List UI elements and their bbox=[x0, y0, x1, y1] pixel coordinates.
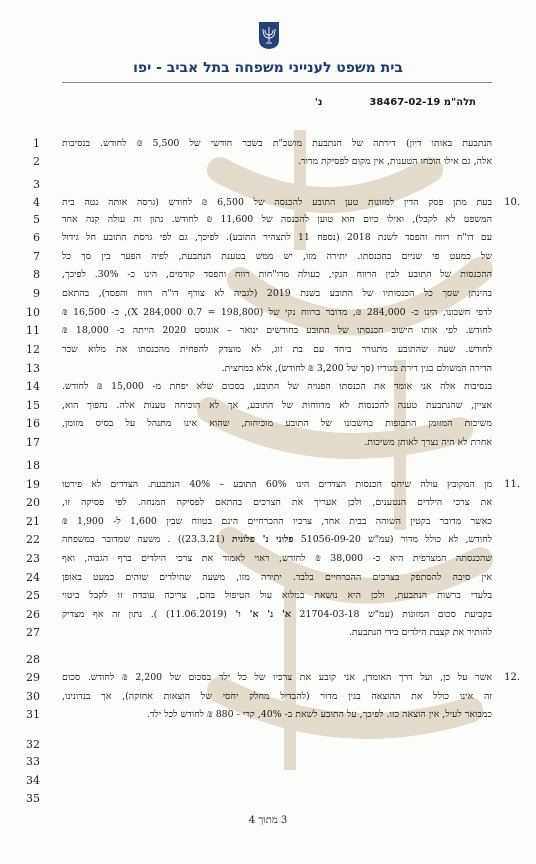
line-number: 27 bbox=[26, 626, 40, 639]
line-number: 11 bbox=[26, 324, 40, 337]
text-line: הנתבעת באותו דיון) דירתה של הנתבעת מושכ"ת בשכר חודשי של 5,500 ₪ לחודש. בנסיבות bbox=[62, 138, 492, 149]
case-number-line bbox=[315, 97, 476, 108]
text-line: בלעדי ברשות הנתבעת, ולכן היא נושאת במלוא עול הטיפול בהם, צריכה עובדה זו לקבל ביטוי bbox=[62, 590, 492, 601]
text-line: אחרת לא היה נצרך לאותן משיכות. bbox=[364, 437, 492, 448]
line-number: 23 bbox=[26, 552, 40, 565]
line-number: 33 bbox=[26, 755, 40, 768]
line-number: 29 bbox=[26, 671, 40, 684]
text-line: להותיר את קצבת הילדים בידי הנתבעת. bbox=[348, 627, 492, 638]
line-number: 25 bbox=[26, 589, 40, 602]
paragraph-number: 11. bbox=[504, 479, 520, 490]
text-line: הדירה המשולם בגין דירת מגוריו (סך של 3,200 ₪ לחודש), אלא כמחצית. bbox=[221, 363, 492, 374]
text-line: כמבואר לעיל, אין הוצאה כזו. לפיכך, על התובע לשאת ב- 40%, קרי - 880 ₪ לחודש לכל ילד. bbox=[146, 709, 492, 720]
text-segment: (11.06.2019) ). נתון זה אף מצדיק bbox=[62, 609, 227, 620]
line-number: 13 bbox=[26, 362, 40, 375]
text-line bbox=[62, 532, 492, 548]
line-number: 28 bbox=[26, 653, 40, 666]
line-number: 20 bbox=[26, 496, 40, 509]
line-number: 35 bbox=[26, 792, 40, 805]
line-number: 32 bbox=[26, 738, 40, 751]
line-number: 22 bbox=[26, 533, 40, 546]
line-number: 17 bbox=[26, 436, 40, 449]
line-number: 10 bbox=[26, 306, 40, 319]
line-number: 15 bbox=[26, 399, 40, 412]
case-prefix: תלה"מ bbox=[443, 97, 476, 108]
case-citation-name: פלוני נ' פלונית bbox=[231, 534, 294, 545]
line-number: 21 bbox=[26, 515, 40, 528]
court-name: בית משפט לענייני משפחה בתל אביב - יפו bbox=[133, 60, 403, 76]
text-line: אשר על כן, ועל דרך האומדן, אני קובע את צרכיו של כל ילד בסכום של 2,200 ₪ לחודש. סכום bbox=[62, 672, 492, 683]
text-line: ההכנסות של התובע לבין הרווח הנקי, כעולה מדו"חות רווח והפסד קודמים, הינו כ- 30%. לפיכך, bbox=[62, 269, 492, 280]
text-line: של כמעט פי שניים בהכנסתו. יתירה מזו, יש ממש בטענת הנתבעת, לפיה הפער בין סך כל bbox=[62, 251, 492, 262]
line-number: 26 bbox=[26, 608, 40, 621]
case-number: 38467-02-19 bbox=[369, 97, 441, 108]
text-line: לחודש. לפי אותו חישוב הכנסתו של התובע בחודשים ינואר – אוגוסט 2020 הייתה כ- 18,000 ₪ bbox=[62, 325, 492, 336]
case-suffix: נ' bbox=[314, 97, 323, 108]
text-line: אציין, שהנתבעת טענה להכנסות לא מדווחות של התובע, אך לא הוכיחה טענות אלה. נהפוך הוא, bbox=[62, 400, 492, 411]
text-line: כאשר מדובר בקטין השוהה בבית אחד, צרכיו ההכרחיים הינם בטווח שבין 1,600 ל- 1,900 ₪ bbox=[62, 516, 492, 527]
text-line: עם דו"ח רווח והפסד לשנת 2018 (נספח 11 לתצהיר התובע). לפיכך, גם לפי גרסת התובע חל גידול bbox=[62, 232, 492, 243]
state-emblem-icon bbox=[258, 20, 280, 50]
line-number: 30 bbox=[26, 690, 40, 703]
text-line: מן המקובץ עולה שיחס הכנסות הצדדים הינו 60% התובע – 40% הנתבעת. הצדדים לא פירטו bbox=[62, 479, 492, 490]
line-number: 18 bbox=[26, 459, 40, 472]
line-number: 16 bbox=[26, 417, 40, 430]
paragraph-number: 10. bbox=[504, 197, 520, 208]
text-segment: (23.3.21)) . משעה שמדובר במשפחה bbox=[62, 534, 225, 545]
paragraph-number: 12. bbox=[504, 672, 520, 683]
line-number: 31 bbox=[26, 708, 40, 721]
text-line: המשפט לא לקבל), ואילו כיום הוא טוען להכנסה של 11,600 ₪ לחודש. נתון זה עולה קנה אחד bbox=[62, 214, 492, 225]
text-segment: בקביעת סכום המזונות (עמ"ש 21704-03-18 bbox=[299, 609, 492, 620]
text-line bbox=[62, 607, 492, 623]
line-number: 1 bbox=[33, 137, 40, 150]
text-segment: לחודש, לא כולל מדור (עמ"ש 51056-09-20 bbox=[300, 534, 492, 545]
line-number: 24 bbox=[26, 571, 40, 584]
text-line: לחודש. שעה שהתובע מתגורר ביחד עם בת זוג, לא מוצדק להפחית מהכנסתו את מלוא שכר bbox=[62, 344, 492, 355]
text-line: בנסיבות אלה אני אומד את הכנסתו הפנויה של התובע, בסכום שלא יפחת מ- 15,000 ₪ לחודש. bbox=[62, 381, 492, 392]
text-line: בעת מתן פסק הדין למזונות טען התובע להכנסה של 6,500 ₪ לחודש (גרסה אותה נטה בית bbox=[62, 197, 492, 208]
text-line: לדפי חשבונו, הינו כ- 284,000 ₪, מדובר ברווח נקי של (198,800 = 0.7 X 284,000), כ- 16,500 ₪ bbox=[62, 307, 492, 318]
line-number: 34 bbox=[26, 774, 40, 787]
line-number: 6 bbox=[33, 231, 40, 244]
line-number: 12 bbox=[26, 343, 40, 356]
header-divider bbox=[62, 82, 492, 83]
line-number: 4 bbox=[33, 196, 40, 209]
line-number: 2 bbox=[33, 155, 40, 168]
text-line: בהינתן שסך כל הכנסותיו של התובע בשנת 2019 (לגביה לא צורף דו"ח רווח והפסד), בהתאם bbox=[62, 288, 492, 299]
line-number: 14 bbox=[26, 380, 40, 393]
line-number: 5 bbox=[33, 213, 40, 226]
text-line: את צרכי הילדים הנטענים, ולכן אעריך את הצרכים בהתאם לפסיקה המנחה. לפי פסיקה זו, bbox=[62, 497, 492, 508]
case-citation-name: א' נ' א' ו' bbox=[235, 609, 291, 620]
text-line: אין סיבה להסתפק בצרכים ההכרחיים בלבד. יתירה מזו, משעה שהילדים שוהים כמעט באופן bbox=[62, 572, 492, 583]
text-line: משיכות המזומן התכופות בחשבונו של התובע מוכיחות, שהוא אינו מתנהל על בסיס מזומן, bbox=[62, 418, 492, 429]
text-line: אלה, גם אילו הוכחו הטענות, אין מקום לפסיקת מדור. bbox=[297, 156, 492, 167]
line-number: 8 bbox=[33, 268, 40, 281]
text-line: זה אינו כולל את ההוצאה בגין מדור (להבדיל מחלק יחסי של הוצאות אחזקה), אך בנדונינו, bbox=[62, 691, 492, 702]
line-number: 9 bbox=[33, 287, 40, 300]
line-number: 19 bbox=[26, 478, 40, 491]
line-number: 7 bbox=[33, 250, 40, 263]
line-number: 3 bbox=[33, 178, 40, 191]
page-footer: 3 מתוך 4 bbox=[248, 815, 288, 826]
text-line: שהכנסתה המצרפית היא כ- 38,000 ₪ לחודש, ראוי לאמוד את צרכי הילדים ברף הגבוה, ואף bbox=[62, 553, 492, 564]
